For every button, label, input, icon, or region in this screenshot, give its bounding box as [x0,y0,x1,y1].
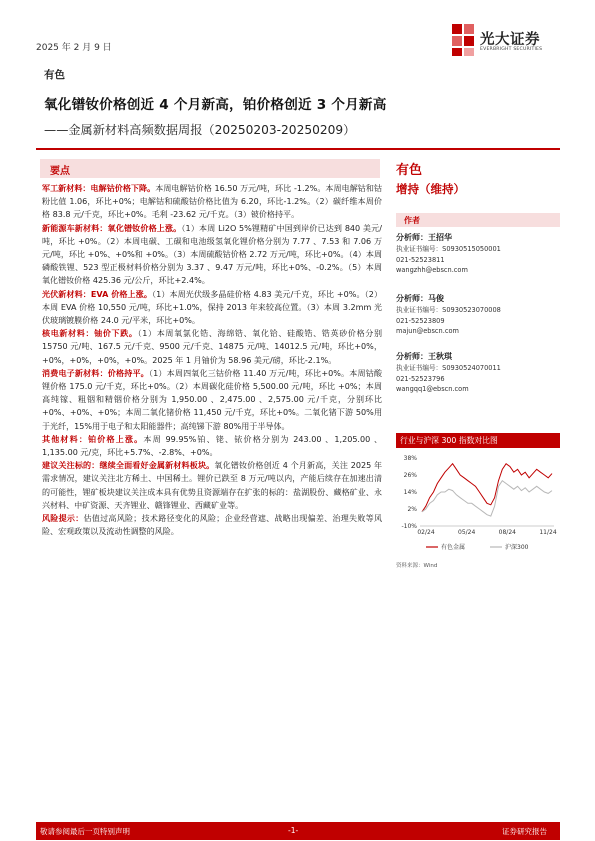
key-points-header [40,159,380,178]
analyst-card [396,231,560,276]
analyst-phone: 021-52523796 [396,374,445,383]
logo-name-en: EVERBRIGHT SECURITIES [480,47,543,52]
analyst-name: 分析师：王秋琪 [396,352,452,361]
paragraph-keyword: 其他材料：铂价格上涨。 [42,434,144,444]
logo-name-cn: 光大证券 [480,32,540,48]
analyst-name: 分析师：马俊 [396,294,444,303]
paragraph-ev [42,222,382,288]
title-divider [36,148,560,150]
chart-title: 行业与沪深 300 指数对比图 [400,436,498,445]
paragraph-keyword: 军工新材料：电解钴价格下降。 [42,184,156,193]
everbright-logo-mark [450,22,476,58]
x-tick-label: 08/24 [498,529,516,536]
analyst-cert: 执业证书编号：S0930523070008 [396,306,501,314]
y-tick-label: -10% [401,523,417,530]
y-tick-label: 26% [403,472,417,479]
sector-label: 有色 [44,69,65,81]
paragraph-nuclear [42,327,382,367]
legend-label: 有色金属 [441,544,466,551]
paragraph-military [42,182,382,222]
paragraph-keyword: 建议关注标的：继续全面看好金属新材料板块。 [42,461,215,471]
analyst-cert: 执业证书编号：S0930524070011 [396,364,501,372]
rating-sector: 有色 [396,163,423,178]
chart-header [396,433,560,448]
index-comparison-chart [396,450,560,570]
analyst-cert: 执业证书编号：S0930515050001 [396,245,501,253]
paragraph-keyword: 风险提示： [42,514,84,524]
paragraph-other [42,433,382,459]
analyst-phone: 021-52523809 [396,316,445,325]
y-tick-label: 14% [403,489,417,496]
paragraph-text: 本周电解钴价格 16.50 万元/吨，环比 -1.2%。本周电解钴和钴粉比值 1.06，环比+0%；电解钴和硫酸钴价格比值为 6.20，环比-1.2%。（2）碳纤维本周价格 83.8 元/千克，环比+0%。毛利 -23.62 元/千克。（3）铍价格持平。 [42,184,382,220]
paragraph-text: （1）本周 Li2O 5%锂精矿中国到岸价已达到 840 美元/吨，环比 +0%。（2）本周电碳、工碳和电池级氢氧化锂价格分别为 7.77 、7.53 和 7.06 万元/吨，环比 +0%、+0%和 +0%。（3）本周硫酸钴价格 2.72 万元/吨，环比+0%。（4）本周磷酸铁锂、523 型正极材料价格分别为 3.37 、9.47 万元/吨，环比+0%、-0.2%。（5）本周氧化镨钕价格 425.36 元/公斤，环比+2.4%。 [42,223,382,286]
paragraph-keyword: 核电新材料：铀价下跌。 [42,329,138,339]
everbright-logo [450,22,562,62]
paragraph-text: （1）本周四氧化三钴价格 11.40 万元/吨，环比+0%。本周钴酸锂价格 175.0 元/千克，环比+0%。（2）本周碳化硅价格 5,500.00 元/吨，环比 +0%；本周高纯镓、粗铟和精铟价格分别为 1,950.00 、2,475.00 、2,575.00 元/千克，分别环比+0%、+0%、+0%；本周二氧化锗价格 11,450 元/千克，环比+0%。二氧化锗下游 50%用于光纤，15%用于电子和太阳能器件；高纯锑下游 80%用于半导体。 [42,368,382,431]
chart-source: 资料来源：Wind [396,563,438,569]
paragraph-text: （1）本周光伏级多晶硅价格 4.83 美元/千克，环比 +0%。（2）本周 EVA 价格 10,550 元/吨，环比+1.0%，保持 2013 年来较高位置。（3）本周 3.2mm 光伏玻璃镀膜价格 24.0 元/平米，环比+0%。 [42,289,382,326]
y-tick-label: 2% [407,506,417,513]
analyst-card [396,350,560,395]
footer-disclaimer: 敬请参阅最后一页特别声明 [40,827,130,836]
paragraph-keyword: 新能源车新材料：氧化镨钕价格上涨。 [42,223,182,233]
series-line-2 [422,481,552,516]
x-tick-label: 11/24 [539,529,557,536]
authors-header [396,213,560,227]
paragraph-electronics [42,367,382,433]
paragraph-text: 本周 99.95%铂、铑、铱价格分别为 243.00 、1,205.00 、1,135.00 元/克，环比+5.7%、-2.8%、+0%。 [42,434,383,458]
paragraph-text: （1）本周氧氯化锆、海绵锆、氧化铪、硅酸锆、锆英砂价格分别 15750 元/吨、167.5 元/千克、9500 元/千克、14875 元/吨、14012.5 元/吨，环比+0%，+0%，+0%，+0%，+0%。2025 年 1 月铀价为 58.96 美元/磅，环比-2.1%。 [42,329,382,365]
analyst-email: majun@ebscn.com [396,327,459,335]
key-points-label: 要点 [50,166,70,177]
footer-page-number: -1- [288,826,299,835]
report-title: 氧化镨钕价格创近 4 个月新高，铂价格创近 3 个月新高 [44,97,387,113]
key-points-body [42,182,382,538]
analyst-phone: 021-52523811 [396,255,445,264]
analyst-name: 分析师：王招华 [396,233,452,242]
analyst-email: wangzhh@ebscn.com [396,266,468,274]
paragraph-keyword: 光伏新材料：EVA 价格上涨。 [42,289,152,299]
series-line-1 [422,464,552,512]
x-tick-label: 05/24 [458,529,476,536]
authors-label: 作者 [404,215,420,225]
paragraph-picks [42,459,382,512]
analyst-email: wangqq1@ebscn.com [396,385,469,393]
paragraph-text: 估值过高风险；技术路径变化的风险；企业经营遮、战略出现偏差、治理失败等风险、宏观政策以及流动性调整的风险。 [42,514,383,537]
analyst-card [396,292,560,337]
report-subtitle: ——金属新材料高频数据周报（20250203-20250209） [44,123,356,137]
rating-value: 增持（维持） [396,182,465,196]
paragraph-keyword: 消费电子新材料：价格持平。 [42,368,149,378]
x-tick-label: 02/24 [417,529,435,536]
paragraph-text: 氧化镨钕价格创近 4 个月新高，关注 2025 年需求情况，建议关注北方稀土、中国稀土。锂价已跌至 8 万元/吨以内，产能后续存在加速出清的可能性，锂矿板块建议关注成本具有优势且资源端存在扩张的标的：盐湖股份、藏格矿业、永兴材料、中矿资源、天齐锂业、赣锋锂业、西藏矿业等。 [42,461,382,510]
paragraph-risk [42,512,382,538]
paragraph-pv [42,288,382,328]
footer-report-type: 证券研究报告 [502,827,547,836]
legend-label: 沪深300 [505,544,529,551]
y-tick-label: 38% [403,455,417,462]
report-date: 2025 年 2 月 9 日 [36,43,112,53]
